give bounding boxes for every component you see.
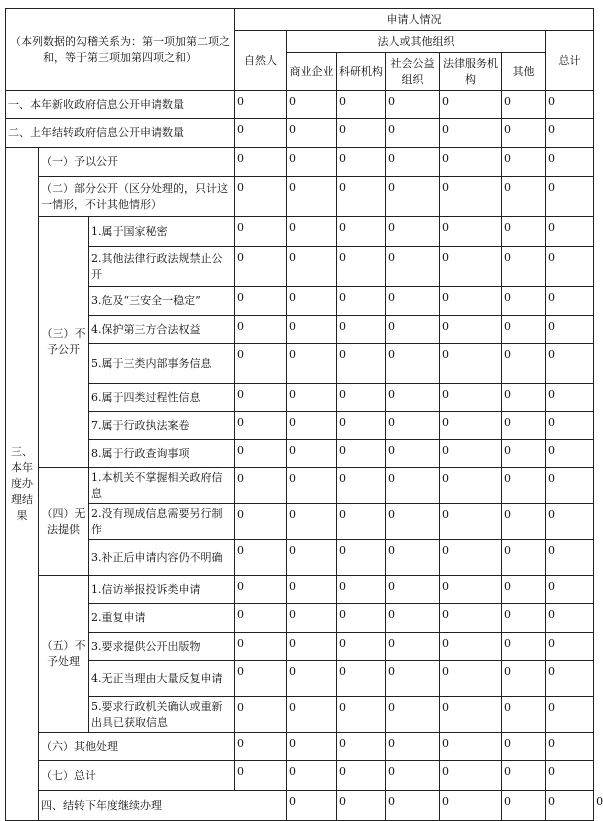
row-not-disclosed-item: [6, 412, 594, 440]
value-cell: 0: [235, 468, 287, 504]
value-cell: 0: [546, 576, 594, 604]
value-cell: 0: [386, 119, 440, 148]
value-cell: 0: [386, 247, 440, 287]
row-label: 1.信访举报投诉类申请: [89, 576, 235, 604]
value-cell: 0: [287, 148, 337, 177]
value-cell: 0: [386, 661, 440, 697]
value-cell: 0: [337, 247, 386, 287]
value-cell: 0: [235, 344, 287, 384]
sub-column-header: 商业企业: [287, 53, 337, 91]
header-note: （本列数据的勾稽关系为：第一项加第二项之和，等于第三项加第四项之和）: [6, 9, 235, 91]
value-cell: 0: [287, 504, 337, 540]
value-cell: 0: [546, 91, 594, 119]
row-new-requests: [6, 91, 594, 119]
row-label: 2.重复申请: [89, 604, 235, 633]
row-label: 一、本年新收政府信息公开申请数量: [6, 91, 235, 119]
value-cell: 0: [546, 217, 594, 247]
value-cell: 0: [440, 633, 502, 661]
row-not-disclosed-item: [6, 316, 594, 344]
row-not-disclosed-item: [6, 440, 594, 468]
value-cell: 0: [502, 119, 546, 148]
value-cell: 0: [440, 576, 502, 604]
value-cell: 0: [440, 697, 502, 733]
value-cell: 0: [235, 540, 287, 576]
value-cell: 0: [440, 247, 502, 287]
value-cell: 0: [287, 697, 337, 733]
row-other-handling: [6, 733, 594, 761]
value-cell: 0: [337, 791, 386, 821]
row-label: 7.属于行政执法案卷: [89, 412, 235, 440]
row-disclosed: [6, 148, 594, 177]
value-cell: 0: [235, 504, 287, 540]
row-not-disclosed-item: [6, 344, 594, 384]
value-cell: 0: [502, 733, 546, 761]
value-cell: 0: [235, 733, 287, 761]
value-cell: 0: [235, 247, 287, 287]
value-cell: 0: [440, 119, 502, 148]
value-cell: 0: [235, 177, 287, 217]
value-cell: 0: [287, 316, 337, 344]
value-cell: 0: [440, 148, 502, 177]
row-unavailable-item: [6, 468, 594, 504]
value-cell: 0: [386, 344, 440, 384]
row-label: 二、上年结转政府信息公开申请数量: [6, 119, 235, 148]
value-cell: 0: [287, 384, 337, 412]
row-unavailable-item: [6, 504, 594, 540]
section-label: 三、本年度办理结果: [6, 148, 39, 821]
value-cell: 0: [502, 633, 546, 661]
sub-column-header: 法律服务机构: [440, 53, 502, 91]
value-cell: 0: [337, 148, 386, 177]
value-cell: 0: [235, 661, 287, 697]
value-cell: 0: [337, 119, 386, 148]
value-cell: 0: [386, 316, 440, 344]
value-cell: 0: [502, 604, 546, 633]
value-cell: 0: [337, 384, 386, 412]
value-cell: 0: [546, 148, 594, 177]
value-cell: 0: [546, 247, 594, 287]
row-label: 四、结转下年度继续办理: [39, 791, 287, 821]
value-cell: 0: [337, 576, 386, 604]
value-cell: 0: [337, 316, 386, 344]
value-cell: 0: [337, 697, 386, 733]
value-cell: 0: [546, 412, 594, 440]
value-cell: 0: [440, 316, 502, 344]
value-cell: 0: [386, 384, 440, 412]
value-cell: 0: [440, 177, 502, 217]
value-cell: 0: [337, 733, 386, 761]
value-cell: 0: [502, 540, 546, 576]
row-not-processed-item: [6, 633, 594, 661]
row-label: 3.补正后申请内容仍不明确: [89, 540, 235, 576]
value-cell: 0: [546, 761, 594, 791]
row-label: 3.要求提供公开出版物: [89, 633, 235, 661]
value-cell: 0: [440, 440, 502, 468]
value-cell: 0: [235, 316, 287, 344]
value-cell: 0: [440, 604, 502, 633]
value-cell: 0: [440, 344, 502, 384]
value-cell: 0: [502, 148, 546, 177]
value-cell: 0: [235, 148, 287, 177]
value-cell: 0: [337, 468, 386, 504]
value-cell: 0: [546, 733, 594, 761]
value-cell: 0: [502, 344, 546, 384]
value-cell: 0: [337, 633, 386, 661]
value-cell: 0: [337, 91, 386, 119]
value-cell: 0: [502, 761, 546, 791]
row-not-disclosed-item: [6, 247, 594, 287]
sub-column-header: 科研机构: [337, 53, 386, 91]
value-cell: 0: [502, 287, 546, 316]
value-cell: 0: [440, 761, 502, 791]
value-cell: 0: [440, 412, 502, 440]
row-label: 5.要求行政机关确认或重新出具已获取信息: [89, 697, 235, 733]
value-cell: 0: [546, 287, 594, 316]
value-cell: 0: [440, 287, 502, 316]
value-cell: 0: [287, 540, 337, 576]
value-cell: 0: [502, 316, 546, 344]
value-cell: 0: [287, 761, 337, 791]
value-cell: 0: [386, 633, 440, 661]
value-cell: 0: [546, 504, 594, 540]
value-cell: 0: [546, 604, 594, 633]
value-cell: 0: [546, 540, 594, 576]
value-cell: 0: [337, 504, 386, 540]
natural-person-header: 自然人: [235, 31, 287, 91]
value-cell: 0: [546, 791, 594, 821]
value-cell: 0: [287, 733, 337, 761]
value-cell: 0: [337, 440, 386, 468]
value-cell: 0: [440, 540, 502, 576]
value-cell: 0: [440, 91, 502, 119]
value-cell: 0: [546, 177, 594, 217]
value-cell: 0: [546, 316, 594, 344]
value-cell: 0: [546, 440, 594, 468]
row-label: 8.属于行政查询事项: [89, 440, 235, 468]
value-cell: 0: [386, 604, 440, 633]
row-not-disclosed-item: [6, 384, 594, 412]
row-label: 4.无正当理由大量反复申请: [89, 661, 235, 697]
value-cell: 0: [287, 177, 337, 217]
value-cell: 0: [386, 287, 440, 316]
row-label: （一）予以公开: [39, 148, 235, 177]
value-cell: 0: [337, 540, 386, 576]
value-cell: 0: [546, 468, 594, 504]
value-cell: 0: [235, 287, 287, 316]
group-label: （三）不予公开: [39, 217, 89, 468]
row-not-processed-item: [6, 576, 594, 604]
row-label: （七）总计: [39, 761, 235, 791]
value-cell: 0: [235, 761, 287, 791]
value-cell: 0: [440, 217, 502, 247]
value-cell: 0: [546, 344, 594, 384]
row-not-disclosed-item: [6, 217, 594, 247]
value-cell: 0: [337, 661, 386, 697]
value-cell: 0: [287, 468, 337, 504]
value-cell: 0: [440, 384, 502, 412]
row-label: 5.属于三类内部事务信息: [89, 344, 235, 384]
group-label: （五）不予处理: [39, 576, 89, 733]
value-cell: 0: [386, 91, 440, 119]
row-label: 2.没有现成信息需要另行制作: [89, 504, 235, 540]
value-cell: 0: [440, 791, 502, 821]
value-cell: 0: [502, 217, 546, 247]
value-cell: 0: [502, 661, 546, 697]
sub-column-header: 社会公益组织: [386, 53, 440, 91]
value-cell: 0: [386, 217, 440, 247]
value-cell: 0: [386, 761, 440, 791]
value-cell: 0: [502, 791, 546, 821]
row-label: （六）其他处理: [39, 733, 235, 761]
row-not-processed-item: [6, 604, 594, 633]
group-label: （四）无法提供: [39, 468, 89, 576]
value-cell: 0: [235, 384, 287, 412]
value-cell: 0: [235, 440, 287, 468]
value-cell: 0: [287, 633, 337, 661]
value-cell: 0: [502, 468, 546, 504]
value-cell: 0: [287, 287, 337, 316]
value-cell: 0: [235, 91, 287, 119]
value-cell: 0: [287, 119, 337, 148]
value-cell: 0: [502, 440, 546, 468]
value-cell: 0: [386, 148, 440, 177]
value-cell: 0: [386, 468, 440, 504]
value-cell: 0: [287, 217, 337, 247]
value-cell: 0: [235, 119, 287, 148]
value-cell: 0: [287, 247, 337, 287]
value-cell: 0: [235, 604, 287, 633]
value-cell: 0: [440, 661, 502, 697]
value-cell: 0: [337, 177, 386, 217]
row-not-disclosed-item: [6, 287, 594, 316]
value-cell: 0: [502, 504, 546, 540]
row-label: 1.本机关不掌握相关政府信息: [89, 468, 235, 504]
value-cell: 0: [287, 576, 337, 604]
row-label: 4.保护第三方合法权益: [89, 316, 235, 344]
value-cell: 0: [386, 733, 440, 761]
row-total: [6, 761, 594, 791]
row-carried-requests: [6, 119, 594, 148]
value-cell: 0: [386, 177, 440, 217]
legal-group-header: 法人或其他组织: [287, 31, 546, 53]
row-not-processed-item: [6, 661, 594, 697]
value-cell: 0: [386, 440, 440, 468]
sub-column-header: 其他: [502, 53, 546, 91]
row-label: 2.其他法律行政法规禁止公开: [89, 247, 235, 287]
value-cell: 0: [337, 217, 386, 247]
total-header: 总计: [546, 31, 594, 91]
value-cell: 0: [337, 412, 386, 440]
value-cell: 0: [235, 217, 287, 247]
value-cell: 0: [287, 412, 337, 440]
value-cell: 0: [440, 733, 502, 761]
value-cell: 0: [287, 661, 337, 697]
value-cell: 0: [386, 697, 440, 733]
value-cell: 0: [287, 440, 337, 468]
gov-info-disclosure-table: [5, 8, 603, 821]
value-cell: 0: [502, 412, 546, 440]
value-cell: 0: [287, 604, 337, 633]
value-cell: 0: [502, 576, 546, 604]
value-cell: 0: [386, 576, 440, 604]
applicant-header: 申请人情况: [235, 9, 594, 31]
value-cell: 0: [546, 697, 594, 733]
row-label: 3.危及“三安全一稳定”: [89, 287, 235, 316]
value-cell: 0: [546, 661, 594, 697]
value-cell: 0: [502, 247, 546, 287]
value-cell: 0: [546, 119, 594, 148]
value-cell: 0: [502, 384, 546, 412]
value-cell: 0: [502, 177, 546, 217]
row-label: 1.属于国家秘密: [89, 217, 235, 247]
row-partially-disclosed: [6, 177, 594, 217]
value-cell: 0: [287, 791, 337, 821]
value-cell: 0: [546, 384, 594, 412]
value-cell: 0: [235, 412, 287, 440]
value-cell: 0: [235, 576, 287, 604]
value-cell: 0: [386, 791, 440, 821]
value-cell: 0: [546, 633, 594, 661]
value-cell: 0: [386, 504, 440, 540]
value-cell: 0: [235, 633, 287, 661]
value-cell: 0: [287, 91, 337, 119]
row-label: （二）部分公开（区分处理的，只计这一情形，不计其他情形）: [39, 177, 235, 217]
value-cell: 0: [235, 697, 287, 733]
row-carry-next-year: 四、结转下年度继续办理 0 0 0 0 0 0 0: [6, 791, 594, 821]
value-cell: 0: [502, 697, 546, 733]
value-cell: 0: [337, 344, 386, 384]
value-cell: 0: [440, 468, 502, 504]
value-cell: 0: [502, 91, 546, 119]
value-cell: 0: [386, 540, 440, 576]
row-not-processed-item: [6, 697, 594, 733]
value-cell: 0: [440, 504, 502, 540]
value-cell: 0: [287, 344, 337, 384]
value-cell: 0: [337, 761, 386, 791]
value-cell: 0: [337, 287, 386, 316]
value-cell: 0: [337, 604, 386, 633]
row-label: 6.属于四类过程性信息: [89, 384, 235, 412]
value-cell: 0: [386, 412, 440, 440]
row-unavailable-item: [6, 540, 594, 576]
